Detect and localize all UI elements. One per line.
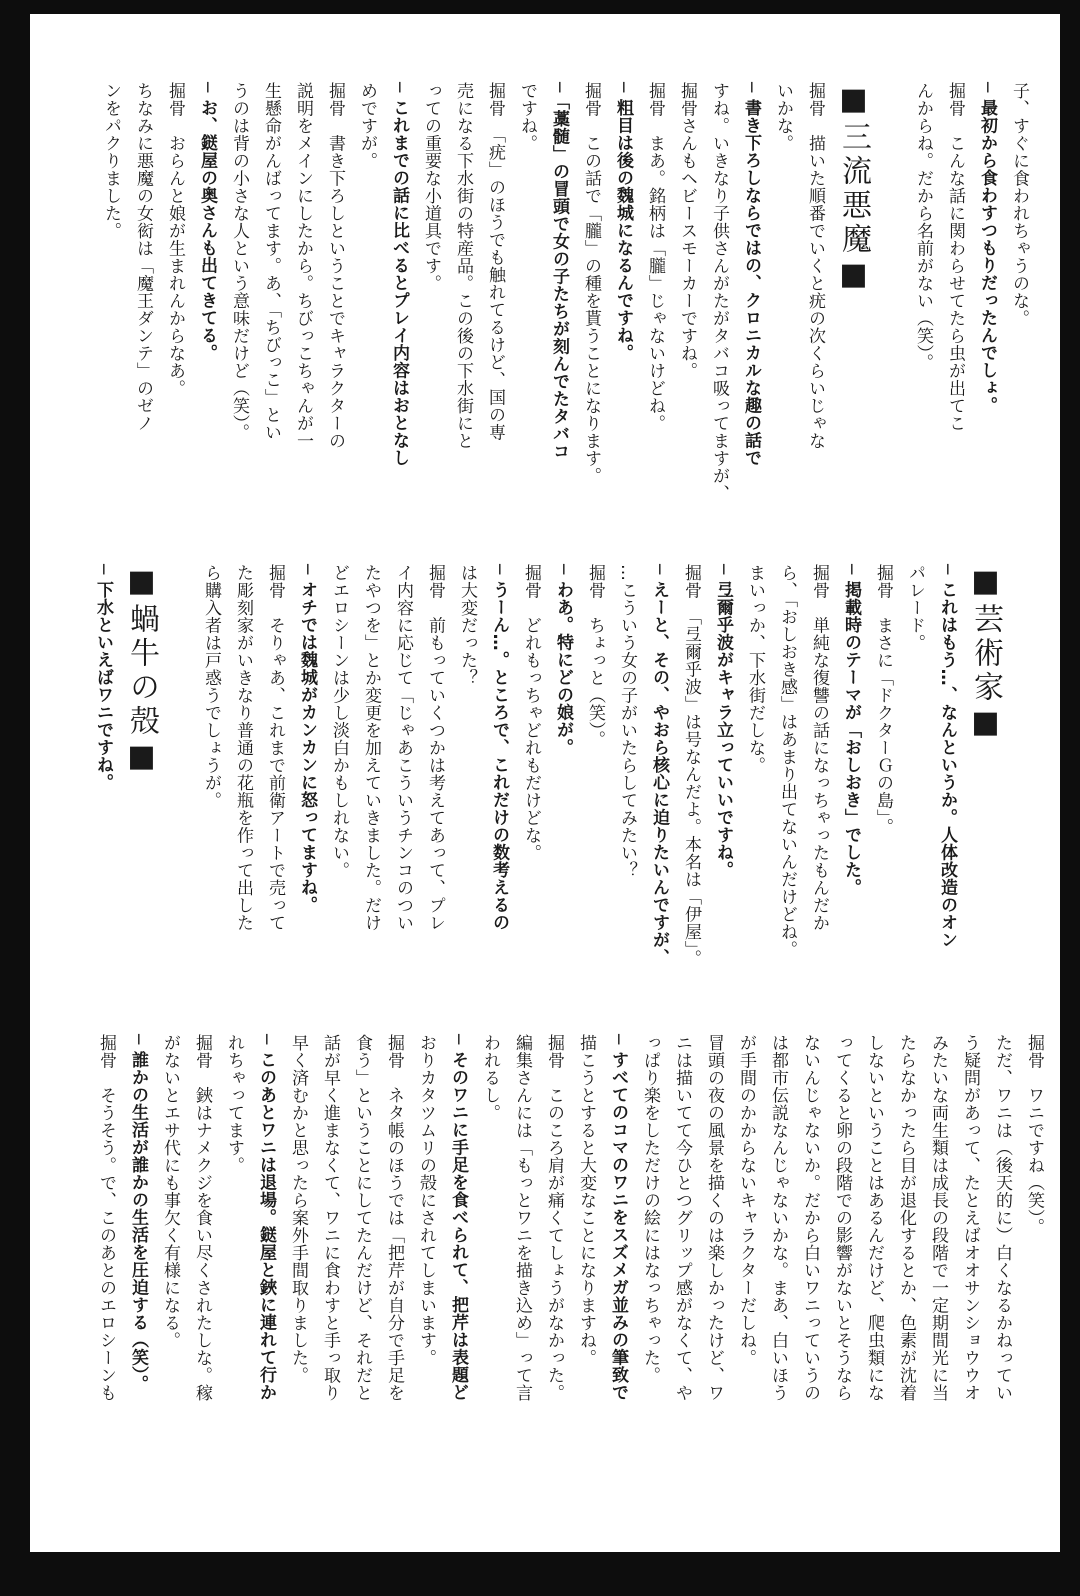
interviewer-line: ─ 最初から食わすつもりだったんでしょ。 [977,82,997,415]
text-line: 掘骨 ちょっと（笑）。 [585,564,605,748]
interviewer-line: ─ これはもう…、なんというか。人体改造のオン [937,564,957,949]
text-line: ってくると卵の段階での影響がないとそうなら [832,1034,852,1402]
text-line: 生懸命がんばってます。あ、「ちびっこ」とい [261,82,281,441]
text-line: たやつを」とか変更を加えていきました。だけ [361,564,381,932]
interviewer-line: ─ 粗目は後の魏城になるんですね。 [613,82,633,362]
text-line: うのは背の小さな人という意味だけど（笑）。 [229,82,249,441]
text-line: が手間のかからないキャラクターだしね。 [736,1034,756,1367]
text-line: 掘骨 まさに「ドクターＧの島」。 [873,564,893,836]
text-line: 掘骨 こんな話に関わらせてたら虫が出てこ [945,82,965,432]
text-line: 子、すぐに食われちゃうのな。 [1009,82,1029,327]
text-line: たらなかったら目が退化するとか、色素が沈着 [896,1034,916,1402]
text-line: イ内容に応じて「じゃあこういうチンコのつい [393,564,413,932]
text-line: 売になる下水街の特産品。この後の下水街にと [453,82,473,450]
interviewer-line: ─ すべてのコマのワニをスズメガ並みの筆致で [608,1034,628,1402]
text-line: んからね。だから名前がない（笑）。 [913,82,933,371]
interviewer-line: ─「藁髄」の冒頭で女の子たちが刻んでたタバコ [549,82,569,461]
text-line: 早く済むかと思ったら案外手間取りました。 [288,1034,308,1384]
text-line: っぱり楽をしただけの絵にはなっちゃった。 [640,1034,660,1384]
book-page [30,14,1060,1552]
interviewer-line: ─ そのワニに手足を食べられて、把芹は表題ど [448,1034,468,1402]
text-line: 掘骨 鋏はナメクジを食い尽くされたしな。稼 [192,1034,212,1402]
text-line: 掘骨 ワニですね（笑）。 [1024,1034,1044,1236]
interviewer-line: ─ このあとワニは退場。鎹屋と鋏に連れて行か [256,1034,276,1402]
text-line: 説明をメインにしたから。ちびっこちゃんが一 [293,82,313,450]
interviewer-line: ─ オチでは魏城がカンカンに怒ってますね。 [297,564,317,914]
text-line: パレード。 [905,564,925,652]
interviewer-line: ─ 下水といえばワニですね。 [93,564,113,792]
text-block-lower [90,1034,1050,1509]
interviewer-line: ─ うーん…。ところで、これだけの数考えるの [489,564,509,932]
text-line: ですね。 [517,82,537,152]
text-line: 掘骨 描いた順番でいくと疣の次くらいじゃな [805,82,825,450]
text-line: 掘骨 ネタ帳のほうでは「把芹が自分で手足を [384,1034,404,1402]
text-line: 掘骨 どれもっちゃどれもだけどな。 [521,564,541,862]
text-line: 掘骨 書き下ろしということでキャラクターの [325,82,345,450]
text-line: ンをパクりました。 [101,82,121,240]
section-heading: ■蝸牛の殻■ [124,564,159,778]
text-line: 掘骨 このころ肩が痛くてしょうがなかった。 [544,1034,564,1402]
text-line [163,564,195,1010]
text-line: は都市伝説なんじゃないかな。まあ、白いほう [768,1034,788,1402]
text-line: 掘骨 前もっていくつかは考えてあって、プレ [425,564,445,932]
text-line: いかな。 [773,82,793,152]
text-line: 掘骨 「弖爾乎波」は号なんだよ。本名は「伊屋」。 [681,564,701,967]
text-line: ないんじゃないか。だから白いワニっていうの [800,1034,820,1402]
text-line: 掘骨 この話で「朧」の種を貰うことになります。 [581,82,601,485]
text-line: 掘骨 単純な復讐の話になっちゃったもんだか [809,564,829,932]
text-line: 掘骨 そりゃあ、これまで前衛アートで売って [265,564,285,932]
text-line: ら、「おしおき感」はあまり出てないんだけどね。 [777,564,797,958]
text-line: 掘骨 おらんと娘が生まれんからなあ。 [165,82,185,397]
interviewer-line: ─ 誰かの生活が誰かの生活を圧迫する（笑）。 [128,1034,148,1393]
text-line: 話が早く進まなくて、ワニに食わすと手っ取り [320,1034,340,1402]
text-line: …こういう女の子がいたらしてみたい？ [617,564,637,879]
text-line: 編集さんには「もっとワニを描き込め」って言 [512,1034,532,1402]
text-line: れちゃってます。 [224,1034,244,1174]
interviewer-line: ─ 書き下ろしならではの、クロニカルな趣の話で [741,82,761,467]
text-line: われるし。 [480,1034,500,1122]
text-line: 描こうとすると大変なことになりますね。 [576,1034,596,1367]
text-line: どエロシーンは少し淡白かもしれない。 [329,564,349,879]
text-line: まいっか、下水街だしな。 [745,564,765,774]
text-line: 掘骨 そうそう。で、このあとのエロシーンも [96,1034,116,1402]
text-line: 冒頭の夜の風景を描くのは楽しかったけど、ワ [704,1034,724,1402]
text-line: 掘骨さんもヘビースモーカーですね。 [677,82,697,380]
text-line: 掘骨 まあ。銘柄は「朧」じゃないけどね。 [645,82,665,432]
text-line: めですが。 [357,82,377,170]
text-line: おりカタツムリの殻にされてしまいます。 [416,1034,436,1367]
interviewer-line: ─ 掲載時のテーマが「おしおき」でした。 [841,564,861,897]
text-line: しないということはあるんだけど、爬虫類にな [864,1034,884,1402]
text-line: た彫刻家がいきなり普通の花瓶を作って出した [233,564,253,932]
text-line [875,82,907,628]
text-line: ら購入者は戸惑うでしょうが。 [201,564,221,809]
text-line: っての重要な小道具です。 [421,82,441,292]
text-line [1007,564,1039,1010]
text-line: ただ、ワニは（後天的に）白くなるかねってい [992,1034,1012,1402]
text-block-upper [95,82,1035,628]
interviewer-line: ─ お、鎹屋の奥さんも出てきてる。 [197,82,217,362]
section-heading: ■芸術家■ [968,564,1003,744]
text-line: がないとエサ代にも事欠く有様になる。 [160,1034,180,1349]
text-line: 食う」ということにしてたんだけど、それだと [352,1034,372,1402]
text-line: ニは描いてて今ひとつグリップ感がなくて、や [672,1034,692,1402]
interviewer-line: ─ 弖爾乎波がキャラ立っていいですね。 [713,564,733,879]
interviewer-line: ─ えーと、その、やおら核心に迫りたいんですが、 [649,564,669,967]
interviewer-line: ─ わあ。特にどの娘が。 [553,564,573,757]
interviewer-line: ─ これまでの話に比べるとプレイ内容はおとなし [389,82,409,467]
text-block-middle [87,564,1039,1010]
text-line: みたいな両生類は成長の段階で一定期間光に当 [928,1034,948,1402]
text-line: ちなみに悪魔の女衒は「魔王ダンテ」のゼノ [133,82,153,432]
text-line: う疑問があって、たとえばオオサンショウウオ [960,1034,980,1402]
text-line: すね。いきなり子供さんがたがタバコ吸ってますが、 [709,82,729,502]
text-line: は大変だった？ [457,564,477,687]
text-line: 掘骨 「疣」のほうでも触れてるけど、国の専 [485,82,505,441]
section-heading: ■三流悪魔■ [836,82,871,296]
